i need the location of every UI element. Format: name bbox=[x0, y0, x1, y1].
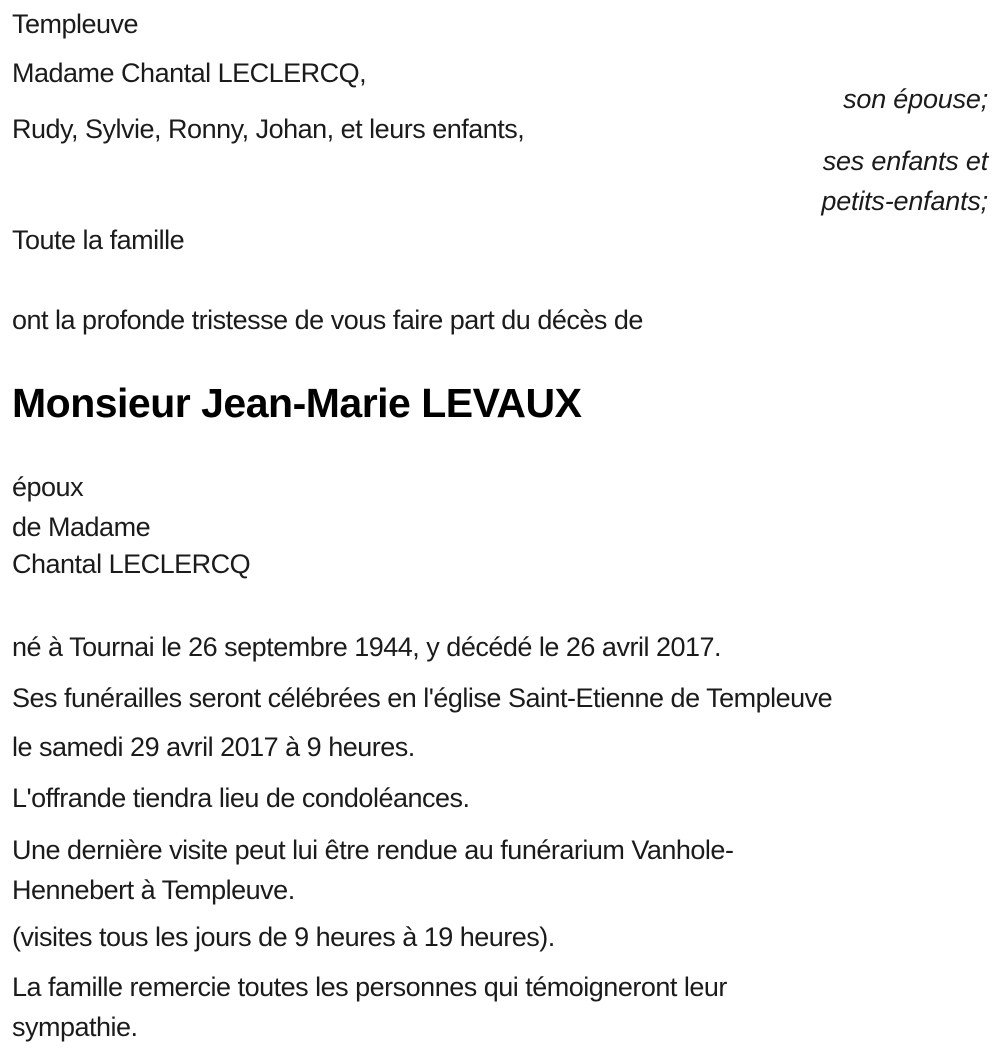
city-line: Templeuve bbox=[12, 9, 139, 39]
detail-last-visit-line-2: Hennebert à Templeuve. bbox=[12, 875, 295, 905]
deceased-name: Monsieur Jean-Marie LEVAUX bbox=[12, 380, 582, 426]
relation-label-children-line-1: ses enfants et bbox=[822, 146, 988, 176]
detail-visiting-hours: (visites tous les jours de 9 heures à 19 heures). bbox=[12, 922, 555, 952]
relation-to-deceased-line-3: Chantal LECLERCQ bbox=[12, 549, 251, 579]
detail-thanks-line-1: La famille remercie toutes les personnes qui témoigneront leur bbox=[12, 972, 727, 1002]
relation-label-spouse: son épouse; bbox=[843, 84, 988, 114]
detail-offering: L'offrande tiendra lieu de condoléances. bbox=[12, 783, 470, 813]
detail-funeral-church: Ses funérailles seront célébrées en l'église Saint-Etienne de Templeuve bbox=[12, 683, 833, 713]
detail-last-visit-line-1: Une dernière visite peut lui être rendue au funérarium Vanhole- bbox=[12, 835, 734, 865]
relation-label-children-line-2: petits-enfants; bbox=[821, 186, 988, 216]
relation-to-deceased-line-2: de Madame bbox=[12, 512, 151, 542]
announcement-line: ont la profonde tristesse de vous faire part du décès de bbox=[12, 305, 643, 335]
relation-to-deceased-line-1: époux bbox=[12, 472, 84, 502]
detail-birth-death-dates: né à Tournai le 26 septembre 1944, y décédé le 26 avril 2017. bbox=[12, 632, 722, 662]
mourner-children-names: Rudy, Sylvie, Ronny, Johan, et leurs enfants, bbox=[12, 114, 525, 144]
detail-thanks-line-2: sympathie. bbox=[12, 1012, 138, 1042]
mourner-whole-family: Toute la famille bbox=[12, 225, 185, 255]
detail-funeral-date-time: le samedi 29 avril 2017 à 9 heures. bbox=[12, 732, 415, 762]
mourner-spouse-names: Madame Chantal LECLERCQ, bbox=[12, 58, 367, 88]
